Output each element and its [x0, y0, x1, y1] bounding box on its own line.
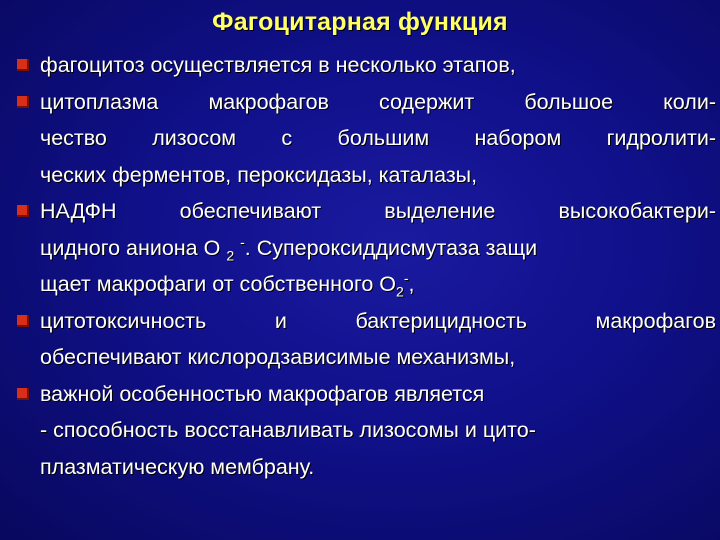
bullet-item-cytotoxicity	[0, 303, 720, 376]
slide-content	[0, 47, 720, 485]
bullet-item-nadph	[0, 193, 720, 303]
item-line-protection	[40, 266, 716, 303]
subscript: 2	[396, 283, 404, 300]
item-line: плазматическую мембрану.	[40, 454, 315, 479]
slide-title: Фагоцитарная функция	[212, 8, 508, 36]
red-square-bullet-icon	[17, 205, 29, 217]
item-line: фагоцитоз осуществляется в несколько этапов,	[40, 53, 516, 77]
red-square-bullet-icon	[17, 59, 29, 71]
bullet-item-phagocytosis	[0, 47, 720, 84]
red-square-bullet-icon	[17, 315, 29, 327]
red-square-bullet-icon	[17, 388, 29, 400]
item-line: - способность восстанавливать лизосомы и цито-	[40, 418, 536, 442]
item-line: ческих ферментов, пероксидазы, каталазы,	[40, 162, 478, 187]
superscript: -	[403, 269, 409, 286]
item-line-anion	[40, 230, 716, 267]
text-segment: цидного аниона О	[40, 235, 221, 260]
red-square-bullet-icon	[17, 96, 29, 108]
item-line: чество лизосом с большим набором гидролити-	[40, 126, 716, 150]
subscript: 2	[226, 246, 235, 263]
item-line: цитотоксичность и бактерицидность макрофагов	[40, 308, 716, 333]
text-segment: ,	[408, 272, 415, 296]
item-line: НАДФН обеспечивают выделение высокобактери-	[40, 199, 716, 223]
text-segment: . Супероксиддисмутаза защи	[244, 235, 538, 260]
bullet-item-macrophage-cytoplasm	[0, 84, 720, 194]
superscript: -	[240, 233, 245, 250]
item-line: важной особенностью макрофагов является	[40, 381, 485, 406]
bullet-item-lysosome-recovery	[0, 376, 720, 486]
text-segment: щает макрофаги от собственного О	[40, 272, 397, 296]
item-line: цитоплазма макрофагов содержит большое коли-	[40, 89, 716, 114]
item-line: обеспечивают кислородзависимые механизмы,	[40, 345, 516, 369]
